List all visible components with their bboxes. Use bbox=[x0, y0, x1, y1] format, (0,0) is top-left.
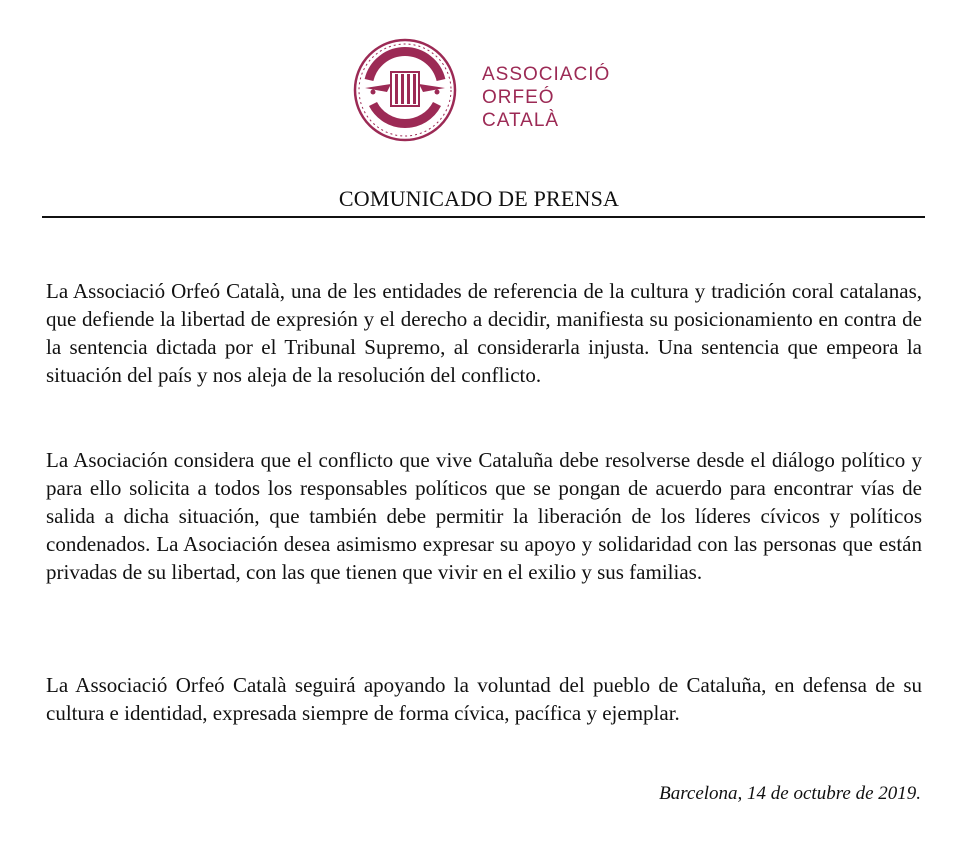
logo-wordmark-line-1: ASSOCIACIÓ bbox=[482, 64, 611, 85]
organization-logo bbox=[340, 33, 624, 157]
body-paragraph-3: La Associació Orfeó Català seguirá apoyando la voluntad del pueblo de Cataluña, en defensa de su cultura e identidad, expresada siempre de forma cívica, pacífica y ejemplar. bbox=[46, 673, 922, 725]
body-paragraph-1: La Associació Orfeó Català, una de les entidades de referencia de la cultura y tradición coral catalanas, que defiende la libertad de expresión y el derecho a decidir, manifiesta su posicionamiento en contra de la sentencia dictada por el Tribunal Supremo, al considerarla injusta. Una sentencia que empeora la situación del país y nos aleja de la resolución del conflicto. bbox=[46, 279, 922, 387]
logo-wordmark-line-2: ORFEÓ bbox=[482, 87, 555, 108]
dateline: Barcelona, 14 de octubre de 2019. bbox=[659, 783, 921, 804]
logo-wordmark-line-3: CATALÀ bbox=[482, 110, 560, 131]
logo-wordmark bbox=[482, 63, 610, 132]
body-paragraph-2: La Asociación considera que el conflicto que vive Cataluña debe resolverse desde el diálogo político y para ello solicita a todos los responsables políticos que se pongan de acuerdo para encontrar vías de salida a dicha situación, que también debe permitir la liberación de los líderes cívicos y políticos condenados. La Asociación desea asimismo expresar su apoyo y solidaridad con las personas que están privadas de su libertad, con las que tienen que vivir en el exilio y sus familias. bbox=[46, 448, 922, 584]
document-title: COMUNICADO DE PRENSA bbox=[338, 186, 620, 211]
title-divider bbox=[42, 216, 925, 218]
orfeo-catala-emblem-icon bbox=[353, 38, 457, 142]
